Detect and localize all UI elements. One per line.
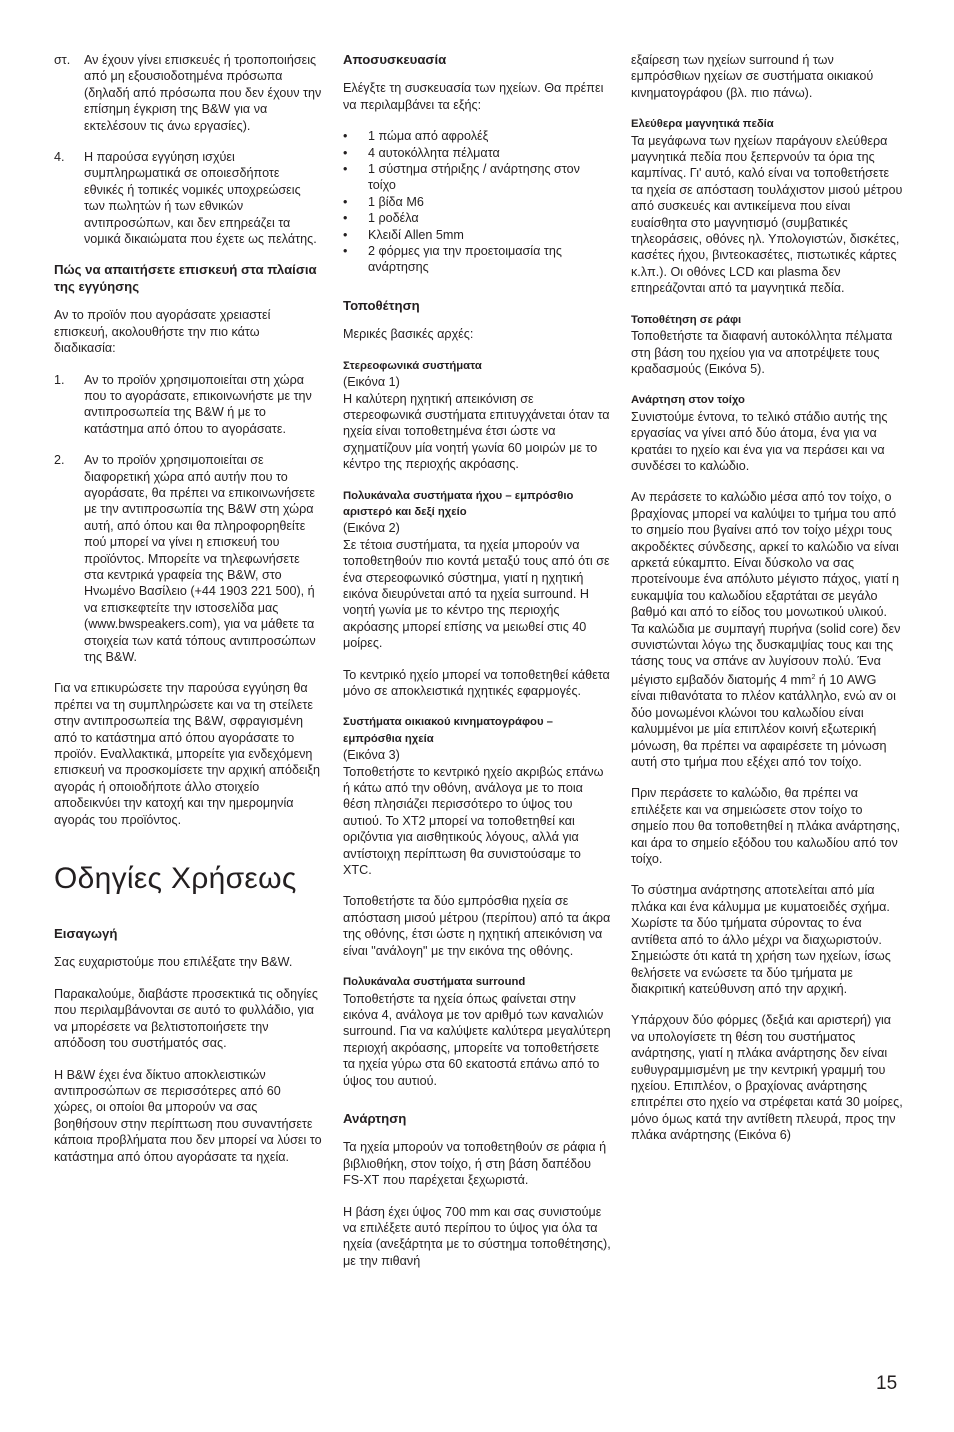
surround-text: Τοποθετήστε τα ηχεία όπως φαίνεται στην εικόνα 4, ανάλογα με τον αριθμό των καναλιών surround. Για να καλύψετε καλύτερα μεγαλύτερη περιοχή ακρόασης, μπορείτε να τοποθετήσετε τα ηχεία γύρω στα 60 εκατοστά επάνω από το ύψος του αυτιού. (343, 991, 611, 1088)
placement-heading: Τοποθέτηση (343, 297, 420, 313)
unpack-heading: Αποσυσκευασία (343, 52, 447, 67)
magnetic-block (631, 116, 903, 296)
home-cinema-subheading: Συστήματα οικιακού κινηματογράφου – εμπρόσθια ηχεία (343, 716, 553, 745)
unpack-intro: Ελέγξτε τη συσκευασία των ηχείων. Θα πρέπει να περιλαμβάνει τα εξής: (343, 81, 604, 112)
list-item: • 1 σύστημα στήριξης / ανάρτησης στον τοίχο (343, 161, 611, 194)
list-item: • 1 ροδέλα (343, 210, 611, 226)
list-item: • Κλειδί Allen 5mm (343, 227, 611, 243)
list-marker: 4. (54, 150, 65, 165)
figure-ref: (Εικόνα 1) (343, 375, 400, 390)
wall-text: Συνιστούμε έντονα, το τελικό στάδιο αυτής της εργασίας να γίνει από δύο άτομα, ένα για να κρατάει το ηχείο και ένα για να περάσει και να συνδέσει το καλώδιο. (631, 409, 888, 473)
magnetic-text: Τα μεγάφωνα των ηχείων παράγουν ελεύθερα μαγνητικά πεδία που ξεπερνούν τα όρια της καμπίνας. Γι' αυτό, καλό είναι να τοποθετήσετε τα ηχεία σε απόσταση τουλάχιστον μισού μέτρου από συσκευές και αντικείμενα που είναι ευαίσθητα στο μαγνητισμό (συμβατικές τηλεοράσεις, οθόνες ηλ. Υπολογιστών, δισκέτες, κασέτες ήχου, βιντεοκασέτες, πιστωτικές κάρτες κ.λπ.). Οι οθόνες LCD και plasma δεν επηρεάζονται από τα μαγνητικά πεδία. (631, 133, 903, 296)
mounting-paragraph-1: Τα ηχεία μπορούν να τοποθετηθούν σε ράφια ή βιβλιοθήκη, στον τοίχο, ή στη βάση δαπέδου FS-XT που παρέχεται ξεχωριστά. (343, 1140, 607, 1188)
list-item (54, 372, 322, 438)
mounting-paragraph-2: Η βάση έχει ύψος 700 mm και σας συνιστούμε να επιλέξετε αυτό περίπου το ύψος για όλα τα ηχεία (ανεξάρτητα με το σύστημα τοποθέτησης), με την πιθανή (343, 1204, 611, 1268)
list-item: • 1 πώμα από αφρολέξ (343, 128, 611, 144)
multichannel-text: Σε τέτοια συστήματα, τα ηχεία μπορούν να τοποθετηθούν πιο κοντά μεταξύ τους από ότι σε ένα στερεοφωνικό σύστημα, γιατί η ηχητική εικόνα διευρύνεται από τα ηχεία surround. Η νοητή γωνία με το κέντρο της περιοχής ακρόασης μπορεί επίσης να μειωθεί στις 40 μοίρες. (343, 537, 610, 651)
mounting-heading: Ανάρτηση (343, 1110, 407, 1126)
list-marker: στ. (54, 53, 71, 67)
figure-ref: (Εικόνα 3) (343, 748, 400, 763)
surround-subheading: Πολυκάναλα συστήματα surround (343, 976, 526, 989)
list-item (54, 52, 322, 134)
column-right (631, 52, 903, 1159)
column-middle (343, 52, 611, 1284)
intro-paragraph-3: Η B&W έχει ένα δίκτυο αποκλειστικών αντιπροσώπων σε περισσότερες από 60 χώρες, οι οποίοι θα μπορούν να σας βοηθήσουν στην περίπτωση που συναντήσετε κάποια προβλήματα που δεν μπορεί να λύσει το κατάστημα από όπου αγοράσατε τα ηχεία. (54, 1067, 322, 1164)
repair-intro: Αν το προϊόν που αγοράσατε χρειαστεί επισκευή, ακολουθήστε την πιο κάτω διαδικασία: (54, 308, 271, 356)
magnetic-subheading: Ελεύθερα μαγνητικά πεδία (631, 118, 774, 131)
package-contents-list (343, 128, 611, 276)
list-item-text: Αν το προϊόν χρησιμοποιείται στη χώρα που το αγοράσατε, επικοινωνήστε με την αντιπροσωπεία της B&W ή με το κατάστημα από όπου το αγοράσατε. (84, 372, 312, 436)
surround-block (343, 974, 611, 1089)
shelf-text: Τοποθετήστε τα διαφανή αυτοκόλλητα πέλματα στη βάση του ηχείου για να αποτρέψετε τους κραδασμούς (Εικόνα 5). (631, 329, 893, 376)
intro-heading: Εισαγωγή (54, 926, 118, 942)
page-number: 15 (876, 1373, 898, 1394)
front-speakers-paragraph: Τοποθετήστε τα δύο εμπρόσθια ηχεία σε απόσταση μισού μέτρου (περίπου) από τα άκρα της οθόνης, έτσι ώστε η ηχητική απεικόνιση να είναι "ανάλογη" με την εικόνα της οθόνης. (343, 894, 611, 958)
cable-paragraph-2: Πριν περάσετε το καλώδιο, θα πρέπει να επιλέξετε και να σημειώσετε στον τοίχο το σημείο που θα τοποθετηθεί η πλάκα ανάρτησης, και άρα το σημείο εξόδου του καλωδίου από τον τοίχο. (631, 786, 900, 867)
list-item: • 1 βίδα M6 (343, 194, 611, 210)
list-item (54, 149, 322, 247)
list-item: • 4 αυτοκόλλητα πέλματα (343, 145, 611, 161)
mount-system-paragraph: Το σύστημα ανάρτησης αποτελείται από μία πλάκα και ένα κάλυμμα με κυματοειδές σχήμα. Χωρίστε τα δύο τμήματα σύροντας το ένα αντίθετα από το άλλο μέχρι να διαχωριστούν. Σημειώστε ότι κατά τη χρήση των ηχείων, ίσως θελήσετε να ενώσετε τα δύο τμήματα με διακριτική κατεύθυνση από την αρχική. (631, 883, 891, 996)
list-marker: 1. (54, 372, 65, 387)
list-marker: 2. (54, 453, 65, 468)
wall-subheading: Ανάρτηση στον τοίχο (631, 394, 745, 407)
center-speaker-paragraph: Το κεντρικό ηχείο μπορεί να τοποθετηθεί κάθετα μόνο σε αποκλειστικά ηχητικές εφαρμογές. (343, 667, 610, 698)
placement-intro: Μερικές βασικές αρχές: (343, 327, 474, 342)
stereo-block (343, 358, 611, 473)
intro-paragraph-1: Σας ευχαριστούμε που επιλέξατε την B&W. (54, 955, 293, 970)
section-title: Οδηγίες Χρήσεως (54, 862, 297, 896)
continued-paragraph: εξαίρεση των ηχείων surround ή των εμπρόσθιων ηχείων σε συστήματα οικιακού κινηματογράφου (βλ. πιο πάνω). (631, 53, 874, 100)
repair-heading: Πώς να απαιτήσετε επισκευή στα πλαίσια της εγγύησης (54, 262, 317, 294)
home-cinema-text: Τοποθετήστε το κεντρικό ηχείο ακριβώς επάνω ή κάτω από την οθόνη, ανάλογα με το ποια θέση πλησιάζει περισσότερο το ύψος του αυτιού. Το XT2 μπορεί να τοποθετηθεί και οριζόντια για αισθητικούς λόγους, αλλά για αντίστοιχη περίπτωση θα συνιστούσαμε το XTC. (343, 764, 604, 878)
repair-steps-list (54, 372, 322, 666)
templates-paragraph: Υπάρχουν δύο φόρμες (δεξιά και αριστερή) για να υπολογίσετε τη θέση του συστήματος ανάρτησης, γιατί η πλάκα ανάρτησης δεν είναι ευθυγραμμισμένη με την κεντρική γραμμή του ηχείου. Επιπλέον, ο βραχίονας ανάρτησης επιτρέπει στο ηχείο να στρέφεται κατά 30 μοίρες, μόνο όμως κατά την αντίθετη πλευρά, προς την πλάκα ανάρτησης (Εικόνα 6) (631, 1013, 903, 1143)
shelf-block (631, 312, 903, 378)
shelf-subheading: Τοποθέτηση σε ράφι (631, 313, 742, 326)
warranty-exclusions-list (54, 52, 322, 247)
list-item: • 2 φόρμες για την προετοιμασία της ανάρτησης (343, 243, 611, 276)
cable-paragraph (631, 489, 903, 770)
cable-text: Αν περάσετε το καλώδιο μέσα από τον τοίχο, ο βραχίονας μπορεί να καλύψει το τμήμα του από το σημείο που βγαίνει από τον τοίχο μέχρι τους ακροδέκτες σύνδεσης, αρκεί το καλώδιο να είναι αρκετά εύκαμπτο. Είναι δύσκολο να σας προτείνουμε ένα απόλυτο μέγιστο πάχος, γιατί η ευκαμψία του καλωδίου εξαρτάται σε μεγάλο βαθμό και από το είδος του μονωτικού υλικού. Τα καλώδια με συμπαγή πυρήνα (solid core) δεν συνιστώνται λόγω της δυσκαμψίας τους και της τάσης τους να σπάνε αν λυγίσουν πολύ. Ένα μέγιστο εμβαδόν διατομής 4 mm (631, 490, 901, 687)
multichannel-subheading: Πολυκάναλα συστήματα ήχου – εμπρόσθιο αριστερό και δεξί ηχείο (343, 489, 574, 518)
home-cinema-block (343, 714, 611, 878)
cable-text-end: ή 10 AWG είναι πιθανότατα το πλέον κατάλληλο, ενώ αν οι δύο μονωμένοι κλώνοι του καλωδίου είναι καλυμμένοι με μία επιπλέον κοινή εξωτερική μόνωση, θα πρέπει να αφαιρέσετε τη μόνωση αυτή στο τμήμα που εξέχει από τον τοίχο. (631, 673, 896, 770)
figure-ref: (Εικόνα 2) (343, 521, 400, 536)
stereo-text: Η καλύτερη ηχητική απεικόνιση σε στερεοφωνικά συστήματα επιτυγχάνεται όταν τα ηχεία είναι τοποθετημένα έτσι ώστε να σχηματίζουν μία νοητή γωνία 60 μοιρών με το κέντρο της περιοχής ακρόασης. (343, 391, 610, 472)
list-item-text: Αν έχουν γίνει επισκευές ή τροποποιήσεις από μη εξουσιοδοτημένα πρόσωπα (δηλαδή από πρόσωπα που δεν έχουν την επίσημη έγκριση της B&W για να εκτελέσουν τις άνω εργασίες). (84, 53, 322, 133)
multichannel-block (343, 488, 611, 652)
stereo-subheading: Στερεοφωνικά συστήματα (343, 359, 482, 372)
list-item-text: Αν το προϊόν χρησιμοποιείται σε διαφορετική χώρα από αυτήν που το αγοράσατε, θα πρέπει να επικοινωνήσετε με την αντιπροσωπία της B&W στη χώρα αυτή, από όπου και θα πληροφορηθείτε πού μπορεί να γίνει η επισκευή του προϊόντος. Μπορείτε να τηλεφωνήσετε στα κεντρικά γραφεία της B&W, στο Ηνωμένο Βασίλειο (+44 1903 221 500), ή να επισκεφτείτε την ιστοσελίδα μας (www.bwspeakers.com), για να μάθετε τα στοιχεία των κατά τόπους αντιπροσώπων της B&W. (84, 453, 316, 664)
wall-block (631, 392, 903, 474)
list-item-text: Η παρούσα εγγύηση ισχύει συμπληρωματικά σε οποιεσδήποτε εθνικές ή τοπικές νομικές υποχρεώσεις των πωλητών ή των εθνικών αντιπροσώπων, και δεν επηρεάζει τα νομικά δικαιώματα που έχετε ως πελάτης. (84, 150, 317, 247)
superscript: 2 (811, 673, 816, 681)
validate-paragraph: Για να επικυρώσετε την παρούσα εγγύηση θα πρέπει να τη συμπληρώσετε και να τη στείλετε στην αντιπροσωπεία της B&W, σφραγισμένη από το κατάστημα από όπου αγοράσατε το προϊόν. Εναλλακτικά, μπορείτε για ενδεχόμενη επισκευή να προσκομίσετε την αρχική απόδειξη αγοράς ή οποιοδήποτε άλλο στοιχείο αποδεικνύει την κατοχή και την ημερομηνία αγοράς του προϊόντος. (54, 681, 321, 827)
intro-paragraph-2: Παρακαλούμε, διαβάστε προσεκτικά τις οδηγίες που περιλαμβάνονται σε αυτό το φυλλάδιο, για να μπορέσετε να βελτιστοποιήσετε την απόδοση του συστήματός σας. (54, 986, 318, 1051)
column-left (54, 52, 322, 1180)
list-item (54, 452, 322, 665)
